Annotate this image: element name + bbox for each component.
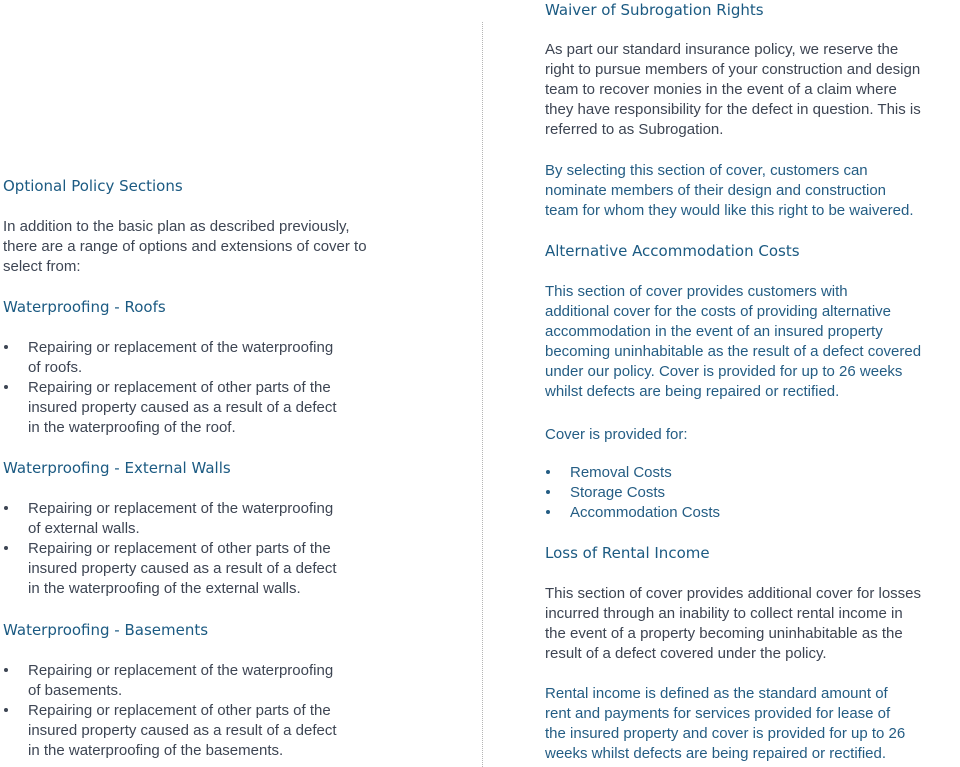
bullet-text-line: insured property caused as a result of a defect <box>28 399 337 416</box>
bullet-text-line: of basements. <box>28 682 123 699</box>
text-line: By selecting this section of cover, customers can <box>545 162 868 179</box>
text-line: This section of cover provides customers with <box>545 283 848 300</box>
external-walls-bullet-list <box>3 499 337 599</box>
bullet-text-line: in the waterproofing of the roof. <box>28 419 236 436</box>
bullet-text-line: Repairing or replacement of other parts of the <box>28 540 331 557</box>
text-line: In addition to the basic plan as described previously, <box>3 218 350 235</box>
bullet-item <box>3 701 337 761</box>
text-line: weeks whilst defects are being repaired or rectified. <box>545 745 887 762</box>
bullet-item <box>3 338 337 378</box>
bullet-item <box>545 463 720 483</box>
waiver-of-subrogation-heading: Waiver of Subrogation Rights <box>545 1 764 19</box>
bullet-item <box>3 661 337 701</box>
bullet-icon <box>4 506 8 510</box>
bullet-text: Accommodation Costs <box>570 504 721 521</box>
bullet-icon <box>546 510 550 514</box>
waterproofing-basements-heading: Waterproofing - Basements <box>3 621 209 639</box>
bullet-item <box>545 483 720 503</box>
text-line: result of a defect covered under the policy. <box>545 645 827 662</box>
loss-of-rental-income-heading: Loss of Rental Income <box>545 544 710 562</box>
text-line: team for whom they would like this right to be waivered. <box>545 202 914 219</box>
bullet-icon <box>546 470 550 474</box>
bullet-text-line: Repairing or replacement of the waterproofing <box>28 339 334 356</box>
bullet-icon <box>546 490 550 494</box>
optional-sections-intro <box>3 217 367 277</box>
bullet-item <box>3 499 337 539</box>
rental-income-definition-paragraph <box>545 684 905 764</box>
text-line: Rental income is defined as the standard amount of <box>545 685 888 702</box>
bullet-text: Storage Costs <box>570 484 666 501</box>
text-line: the insured property and cover is provided for up to 26 <box>545 725 906 742</box>
bullet-text-line: Repairing or replacement of other parts of the <box>28 379 331 396</box>
waterproofing-external-walls-heading: Waterproofing - External Walls <box>3 459 231 477</box>
roofs-bullet-list <box>3 338 337 438</box>
text-line: under our policy. Cover is provided for up to 26 weeks <box>545 363 903 380</box>
accommodation-cover-list <box>545 463 720 523</box>
text-line: becoming uninhabitable as the result of a defect covered <box>545 343 922 360</box>
cover-provided-intro <box>545 425 688 445</box>
subrogation-paragraph <box>545 40 921 140</box>
bullet-item <box>545 503 720 523</box>
bullet-text-line: in the waterproofing of the basements. <box>28 742 284 759</box>
cover-provided-label: Cover is provided for: <box>545 426 688 443</box>
text-line: This section of cover provides additional cover for losses <box>545 585 922 602</box>
waterproofing-roofs-heading: Waterproofing - Roofs <box>3 298 166 316</box>
bullet-icon <box>4 345 8 349</box>
text-line: the event of a property becoming uninhabitable as the <box>545 625 903 642</box>
bullet-icon <box>4 668 8 672</box>
bullet-text-line: in the waterproofing of the external walls. <box>28 580 301 597</box>
text-line: rent and payments for services provided for lease of <box>545 705 891 722</box>
bullet-icon <box>4 708 8 712</box>
subrogation-waiver-paragraph <box>545 161 914 221</box>
text-line: referred to as Subrogation. <box>545 121 724 138</box>
bullet-text-line: of roofs. <box>28 359 83 376</box>
bullet-icon <box>4 546 8 550</box>
rental-income-paragraph <box>545 584 921 664</box>
bullet-text-line: of external walls. <box>28 520 140 537</box>
bullet-text-line: insured property caused as a result of a defect <box>28 722 337 739</box>
text-line: accommodation in the event of an insured property <box>545 323 883 340</box>
text-line: select from: <box>3 258 81 275</box>
bullet-item <box>3 539 337 599</box>
accommodation-paragraph <box>545 282 921 402</box>
text-line: there are a range of options and extensions of cover to <box>3 238 367 255</box>
text-line: whilst defects are being repaired or rectified. <box>545 383 840 400</box>
basements-bullet-list <box>3 661 337 761</box>
text-line: As part our standard insurance policy, we reserve the <box>545 41 899 58</box>
text-line: right to pursue members of your construction and design <box>545 61 921 78</box>
bullet-text-line: Repairing or replacement of the waterproofing <box>28 662 334 679</box>
text-line: nominate members of their design and construction <box>545 182 887 199</box>
text-line: additional cover for the costs of providing alternative <box>545 303 892 320</box>
column-divider <box>482 22 483 767</box>
text-line: team to recover monies in the event of a claim where <box>545 81 897 98</box>
text-line: they have responsibility for the defect in question. This is <box>545 101 921 118</box>
bullet-text-line: Repairing or replacement of other parts of the <box>28 702 331 719</box>
optional-policy-sections-heading: Optional Policy Sections <box>3 177 183 195</box>
text-line: incurred through an inability to collect rental income in <box>545 605 903 622</box>
alternative-accommodation-heading: Alternative Accommodation Costs <box>545 242 800 260</box>
bullet-icon <box>4 385 8 389</box>
bullet-text-line: insured property caused as a result of a defect <box>28 560 337 577</box>
bullet-text-line: Repairing or replacement of the waterproofing <box>28 500 334 517</box>
bullet-text: Removal Costs <box>570 464 672 481</box>
bullet-item <box>3 378 337 438</box>
